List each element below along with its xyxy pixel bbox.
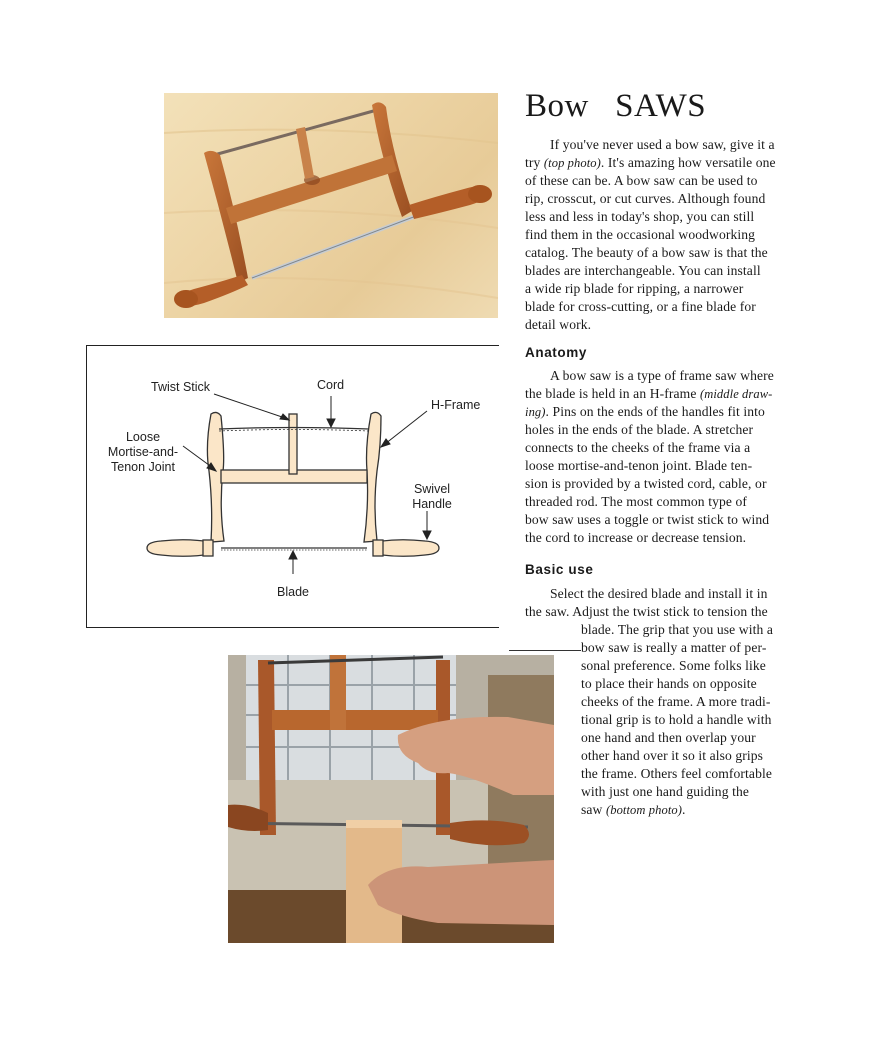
text-line: holes in the ends of the blade. A stretcher bbox=[525, 422, 754, 437]
label-swivel-handle-line: Handle bbox=[412, 497, 452, 511]
basic-use-heading: Basic use bbox=[525, 562, 594, 577]
intro-paragraph bbox=[525, 136, 800, 334]
text-line: catalog. The beauty of a bow saw is that the bbox=[525, 245, 768, 260]
text-line: sion is provided by a twisted cord, cable, or bbox=[525, 476, 767, 491]
text-line bbox=[581, 801, 801, 819]
label-blade: Blade bbox=[277, 585, 309, 599]
anatomy-heading: Anatomy bbox=[525, 345, 587, 360]
text-run-italic: ing) bbox=[525, 405, 546, 419]
text-run: . Pins on the ends of the handles fit into bbox=[545, 404, 765, 419]
text-line: Select the desired blade and install it in bbox=[550, 586, 768, 601]
top-photo bbox=[164, 93, 498, 318]
anatomy-diagram bbox=[86, 345, 499, 628]
basic-use-paragraph-bottom bbox=[581, 621, 801, 819]
label-swivel-handle bbox=[407, 482, 457, 512]
bow-saw-in-use-illustration bbox=[228, 655, 554, 943]
text-line: to place their hands on opposite bbox=[581, 676, 757, 691]
text-run: saw bbox=[581, 802, 603, 817]
label-loose-joint-line: Loose bbox=[125, 430, 161, 444]
text-line: connects to the cheeks of the frame via a bbox=[525, 440, 751, 455]
text-line: threaded rod. The most common type of bbox=[525, 494, 748, 509]
label-loose-joint-line: Mortise-and- bbox=[107, 445, 179, 459]
text-line: sonal preference. Some folks like bbox=[581, 658, 766, 673]
text-line: detail work. bbox=[525, 317, 592, 332]
text-line: blades are interchangeable. You can install bbox=[525, 263, 761, 278]
text-line: with just one hand guiding the bbox=[581, 784, 749, 799]
text-line: rip, crosscut, or cut curves. Although found bbox=[525, 191, 766, 206]
text-line bbox=[525, 154, 800, 172]
label-twist-stick: Twist Stick bbox=[151, 380, 211, 394]
text-run: the blade is held in an H-frame bbox=[525, 386, 697, 401]
label-h-frame: H-Frame bbox=[431, 398, 481, 412]
text-line bbox=[525, 385, 800, 403]
text-line: less and less in today's shop, you can still bbox=[525, 209, 755, 224]
text-line: cheeks of the frame. A more tradi- bbox=[581, 694, 771, 709]
text-line: one hand and then overlap your bbox=[581, 730, 756, 745]
text-run: . It's amazing how versatile one bbox=[600, 155, 776, 170]
page-title: Bow SAWS bbox=[525, 88, 707, 124]
text-line: other hand over it so it also grips bbox=[581, 748, 764, 763]
text-line: A bow saw is a type of frame saw where bbox=[550, 368, 774, 383]
text-line: blade. The grip that you use with a bbox=[581, 622, 774, 637]
text-line: tional grip is to hold a handle with bbox=[581, 712, 772, 727]
label-loose-joint-line: Tenon Joint bbox=[111, 460, 175, 474]
text-run: . bbox=[682, 802, 686, 817]
text-line: bow saw uses a toggle or twist stick to wind bbox=[525, 512, 770, 527]
text-line: the frame. Others feel comfortable bbox=[581, 766, 772, 781]
text-run-italic: (bottom photo) bbox=[605, 803, 682, 817]
text-line: If you've never used a bow saw, give it a bbox=[550, 137, 775, 152]
text-line: loose mortise-and-tenon joint. Blade ten- bbox=[525, 458, 753, 473]
text-line: the saw. Adjust the twist stick to tension the bbox=[525, 604, 768, 619]
text-run-italic: (middle draw- bbox=[699, 387, 773, 401]
text-line: the cord to increase or decrease tension. bbox=[525, 530, 747, 545]
anatomy-paragraph bbox=[525, 367, 800, 547]
text-line bbox=[525, 403, 800, 421]
text-run-italic: (top photo) bbox=[543, 156, 601, 170]
text-run: try bbox=[525, 155, 541, 170]
text-line: bow saw is really a matter of per- bbox=[581, 640, 767, 655]
basic-use-paragraph-top bbox=[525, 585, 800, 621]
divider-line bbox=[509, 650, 581, 651]
bottom-photo bbox=[228, 655, 554, 943]
text-line: blade for cross-cutting, or a fine blade for bbox=[525, 299, 756, 314]
text-line: a wide rip blade for ripping, a narrower bbox=[525, 281, 744, 296]
label-cord: Cord bbox=[317, 378, 345, 392]
bow-saw-photo-illustration bbox=[164, 93, 498, 318]
text-line: find them in the occasional woodworking bbox=[525, 227, 756, 242]
text-line: of these can be. A bow saw can be used to bbox=[525, 173, 758, 188]
label-swivel-handle-line: Swivel bbox=[413, 482, 451, 496]
label-loose-joint bbox=[103, 430, 183, 475]
